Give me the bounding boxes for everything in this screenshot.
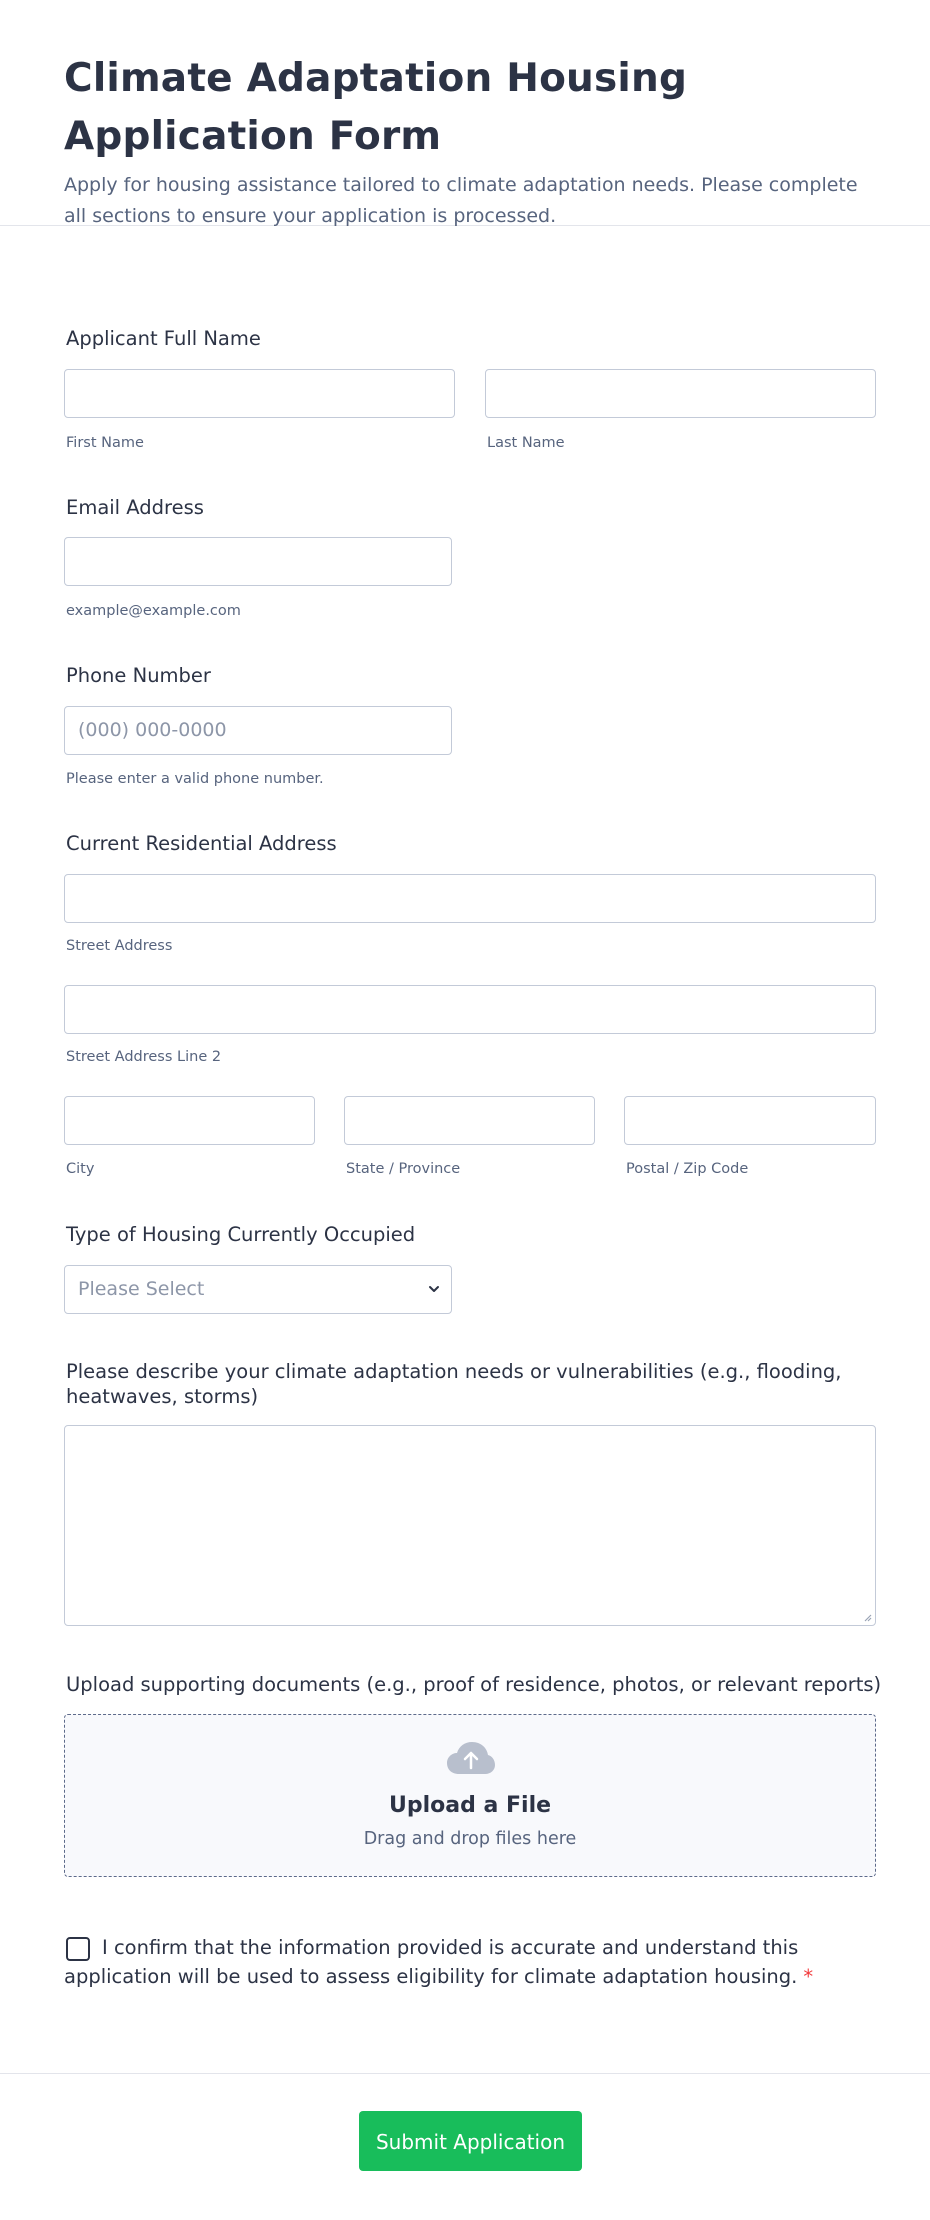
full-name-label: Applicant Full Name	[66, 327, 261, 350]
needs-textarea[interactable]	[64, 1425, 876, 1626]
first-name-input[interactable]	[64, 369, 455, 418]
phone-label: Phone Number	[66, 664, 211, 687]
email-field[interactable]	[64, 537, 452, 586]
street-address-line2-input[interactable]	[64, 985, 876, 1034]
state-sublabel: State / Province	[346, 1161, 461, 1177]
required-asterisk: *	[803, 1965, 814, 1988]
street-address-line2-sublabel: Street Address Line 2	[66, 1049, 222, 1065]
phone-sublabel: Please enter a valid phone number.	[66, 771, 324, 787]
resize-grip-icon[interactable]	[862, 1612, 872, 1622]
city-sublabel: City	[66, 1161, 95, 1177]
page-subtitle: Apply for housing assistance tailored to climate adaptation needs. Please complete all sections to ensure your application is processed.	[64, 174, 858, 227]
first-name-sublabel: First Name	[66, 435, 144, 451]
housing-type-label: Type of Housing Currently Occupied	[66, 1223, 416, 1246]
needs-label: Please describe your climate adaptation needs or vulnerabilities (e.g., flooding, heatwaves, storms)	[66, 1360, 842, 1408]
page-title: Climate Adaptation Housing Application Form	[64, 56, 688, 159]
chevron-down-icon	[427, 1282, 441, 1296]
form-header	[0, 0, 930, 226]
last-name-input[interactable]	[485, 369, 876, 418]
phone-input[interactable]: (000) 000-0000	[64, 706, 452, 755]
address-label: Current Residential Address	[66, 832, 337, 855]
footer-divider	[0, 2073, 930, 2074]
upload-subtitle: Drag and drop files here	[363, 1829, 577, 1849]
upload-title: Upload a File	[388, 1793, 552, 1818]
upload-label: Upload supporting documents (e.g., proof of residence, photos, or relevant reports)	[66, 1673, 882, 1696]
email-label: Email Address	[66, 496, 204, 519]
cloud-upload-icon	[446, 1741, 496, 1777]
email-sublabel: example@example.com	[66, 603, 241, 619]
file-upload-dropzone[interactable]	[64, 1714, 876, 1877]
housing-type-select[interactable]	[64, 1265, 452, 1314]
postal-code-input[interactable]	[624, 1096, 876, 1145]
street-address-sublabel: Street Address	[66, 938, 173, 954]
housing-type-selected: Please Select	[78, 1278, 205, 1300]
state-input[interactable]	[344, 1096, 595, 1145]
submit-button[interactable]: Submit Application	[359, 2111, 582, 2171]
last-name-sublabel: Last Name	[487, 435, 565, 451]
street-address-input[interactable]	[64, 874, 876, 923]
city-input[interactable]	[64, 1096, 315, 1145]
consent-text-block	[64, 1933, 844, 1991]
postal-code-sublabel: Postal / Zip Code	[626, 1161, 749, 1177]
consent-text: I confirm that the information provided is accurate and understand this application will be used to assess eligibility for climate adaptation housing.	[64, 1936, 799, 1988]
